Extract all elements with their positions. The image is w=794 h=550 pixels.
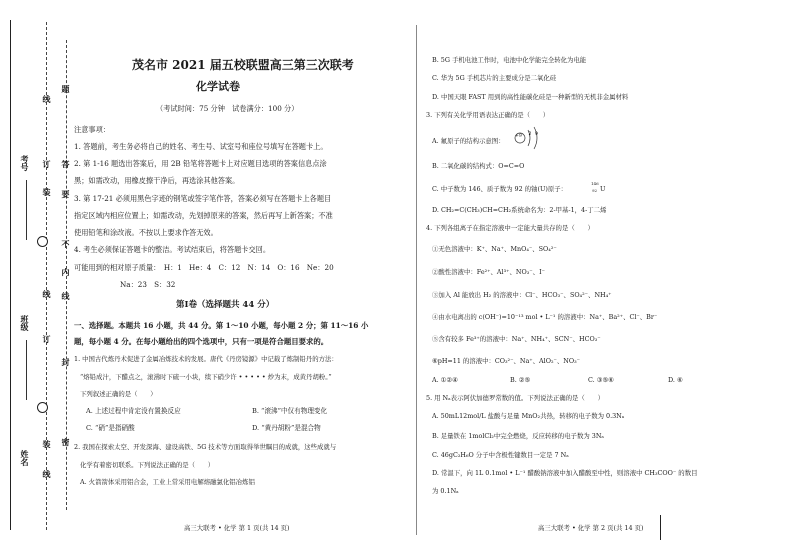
binding-label: 封 bbox=[61, 358, 71, 366]
notice-line: 使用铅笔和涂改液。不按以上要求作答无效。 bbox=[74, 228, 218, 237]
binding-label: 答 bbox=[61, 160, 71, 168]
binding-field-banji: 班级 bbox=[20, 315, 30, 331]
binding-solid-line-left bbox=[10, 20, 11, 530]
atomic-mass-line: 可能用到的相对原子质量： H：1 He：4 C：12 N：14 O：16 Ne：20 bbox=[74, 263, 334, 272]
q4-item: ②酸性溶液中：Fe²⁺、Al³⁺、NO₃⁻、I⁻ bbox=[432, 268, 545, 276]
page-footer: 高三大联考 • 化学 第 2 页(共 14 页) bbox=[538, 524, 644, 532]
binding-label: 线 bbox=[42, 470, 52, 478]
part-intro: 一、选择题。本题共 16 小题，共 44 分。第 1～10 小题，每小题 2 分；第 11～16 小 bbox=[74, 321, 369, 330]
page-footer: 高三大联考 • 化学 第 1 页(共 14 页) bbox=[184, 524, 290, 532]
part-intro: 题，每小题 4 分。在每小题给出的四个选项中，只有一项是符合题目要求的。 bbox=[74, 337, 329, 346]
q2-option-d[interactable]: D. 中国天眼 FAST 用到的高性能碳化硅是一种新型的无机非金属材料 bbox=[432, 93, 629, 101]
uranium-atomic-number: 92 bbox=[592, 188, 598, 193]
q4-option-b[interactable]: B. ②⑤ bbox=[510, 376, 531, 384]
exam-meta: （考试时间：75 分钟 试卷满分：100 分） bbox=[156, 104, 299, 113]
q4-item: ⑥pH=11 的溶液中：CO₃²⁻、Na⁺、AlO₂⁻、NO₃⁻ bbox=[432, 357, 581, 365]
question-1: “熔铅成汁，下醋点之，滚沸时下硫一小块，续下硝少许 • • • • • 炒为末，成黄丹胡粉。” bbox=[80, 373, 332, 381]
binding-label: 装 bbox=[42, 188, 52, 196]
q5-option-c[interactable]: C. 46gC₂H₆O 分子中含极性键数目一定是 7 Nₐ bbox=[432, 451, 569, 459]
svg-text:2: 2 bbox=[528, 132, 532, 137]
q4-option-d[interactable]: D. ⑥ bbox=[668, 376, 683, 384]
question-3: 3. 下列有关化学用语表达正确的是（ ） bbox=[426, 111, 550, 119]
binding-label: 订 bbox=[42, 335, 52, 343]
atom-nucleus-label: +9 bbox=[515, 134, 522, 139]
notice-line: 3. 第 17-21 必须用黑色字迹的钢笔或签字笔作答，答案必须写在答题卡上各题目 bbox=[74, 194, 332, 203]
binding-label: 内 bbox=[61, 268, 71, 276]
binding-label: 要 bbox=[61, 190, 71, 198]
notice-heading: 注意事项： bbox=[74, 125, 110, 134]
question-1: 1. 中国古代炼丹术促进了金属冶炼技术的发展。唐代《丹房镜源》中记载了炼制铅丹的方法： bbox=[74, 355, 338, 363]
notice-line: 4. 考生必须保证答题卡的整洁。考试结束后，将答题卡交回。 bbox=[74, 245, 271, 254]
q4-item: ④由水电离出的 c(OH⁻)=10⁻¹³ mol • L⁻¹ 的溶液中：Na⁺、Ba²⁺、Cl⁻、Br⁻ bbox=[432, 313, 658, 321]
question-2-option-a[interactable]: A. 火箭箭体采用铝合金，工业上常采用电解熔融氯化铝冶炼铝 bbox=[80, 478, 255, 486]
q3-option-d[interactable]: D. CH₂=C(CH₃)CH=CH₂系统命名为：2-甲基-1，4-丁二烯 bbox=[432, 206, 607, 214]
page-1 bbox=[72, 0, 412, 550]
binding-label: 密 bbox=[61, 438, 71, 446]
page-divider bbox=[416, 25, 417, 535]
exam-subject: 化学试卷 bbox=[196, 80, 240, 93]
q1-option-a[interactable]: A. 上述过程中肯定没有置换反应 bbox=[86, 407, 181, 415]
notice-line: 指定区域内相应位置上；如需改动，先划掉原来的答案，然后再写上新答案；不准 bbox=[74, 211, 333, 220]
question-1: 下列叙述正确的是（ ） bbox=[80, 390, 157, 398]
q5-option-d-cont: 为 0.1Nₐ bbox=[432, 487, 459, 495]
notice-line: 黑；如需改动，用橡皮擦干净后，再选涂其他答案。 bbox=[74, 176, 240, 185]
binding-hole bbox=[37, 402, 48, 413]
q3-option-b[interactable]: B. 二氧化碳的结构式：O=C=O bbox=[432, 162, 525, 170]
binding-hole bbox=[37, 236, 48, 247]
q5-option-d[interactable]: D. 常温下，向 1L 0.1mol • L⁻¹ 醋酸钠溶液中加入醋酸至中性，则溶液中 CH₃COO⁻ 的数目 bbox=[432, 469, 698, 477]
notice-line: 1. 答题前，考生务必将自己的姓名、考生号、试室号和座位号填写在答题卡上。 bbox=[74, 142, 328, 151]
q1-option-b[interactable]: B. “滚沸”中仅有物理变化 bbox=[252, 407, 328, 415]
binding-label: 订 bbox=[42, 160, 52, 168]
question-2: 化学有着密切联系。下列说法正确的是（ ） bbox=[80, 461, 215, 469]
q5-option-a[interactable]: A. 50mL12mol/L 盐酸与足量 MnO₂共热，转移的电子数为 0.3Nₐ bbox=[432, 412, 625, 420]
q4-item: ①无色溶液中：K⁺、Na⁺、MnO₄⁻、SO₄²⁻ bbox=[432, 245, 557, 253]
question-4: 4. 下列各组离子在指定溶液中一定能大量共存的是（ ） bbox=[426, 224, 594, 232]
svg-text:9: 9 bbox=[535, 132, 538, 137]
binding-label: 装 bbox=[42, 440, 52, 448]
kaohao-blank[interactable] bbox=[26, 180, 27, 240]
binding-label: 题 bbox=[61, 85, 71, 93]
q2-option-b[interactable]: B. 5G 手机电池工作时，电池中化学能完全转化为电能 bbox=[432, 56, 587, 64]
uranium-symbol: U bbox=[600, 185, 606, 193]
notice-line: 2. 第 1-16 题选出答案后，用 2B 铅笔将答题卡上对应题目选项的答案信息点涂 bbox=[74, 159, 327, 168]
page-2 bbox=[424, 0, 784, 550]
q5-option-b[interactable]: B. 足量铁在 1molCl₂中完全燃烧，反应转移的电子数为 3Nₐ bbox=[432, 432, 604, 440]
banji-blank[interactable] bbox=[26, 340, 27, 400]
binding-label: 不 bbox=[61, 240, 71, 248]
binding-label: 线 bbox=[61, 292, 71, 300]
binding-field-kaohao: 考号 bbox=[20, 155, 30, 171]
q4-option-a[interactable]: A. ①②④ bbox=[432, 376, 458, 384]
atomic-mass-line: Na：23 S：32 bbox=[120, 280, 176, 289]
binding-label: 线 bbox=[42, 290, 52, 298]
question-2: 2. 我国在探索太空、开发深海、建设高铁、5G 技术等方面取得举世瞩目的成就，这些成就与 bbox=[74, 443, 337, 451]
question-5: 5. 用 Nₐ表示阿伏加德罗常数的值。下列说法正确的是（ ） bbox=[426, 394, 604, 402]
q1-option-d[interactable]: D. “黄丹胡粉”是混合物 bbox=[252, 424, 321, 432]
binding-field-xingming: 姓名 bbox=[20, 450, 30, 466]
q3-option-c[interactable]: C. 中子数为 146、质子数为 92 的铀(U)原子： bbox=[432, 185, 567, 193]
q4-item: ③加入 Al 能放出 H₂ 的溶液中：Cl⁻、HCO₃⁻、SO₄²⁻、NH₄⁺ bbox=[432, 291, 612, 299]
binding-label: 线 bbox=[42, 95, 52, 103]
q3-option-a[interactable]: A. 氟原子的结构示意图： bbox=[432, 137, 505, 145]
q4-option-c[interactable]: C. ③⑤⑥ bbox=[588, 376, 614, 384]
exam-title: 茂名市 2021 届五校联盟高三第三次联考 bbox=[132, 58, 354, 72]
q2-option-c[interactable]: C. 华为 5G 手机芯片的主要成分是二氧化硅 bbox=[432, 74, 557, 82]
q1-option-c[interactable]: C. “硝”是指硝酸 bbox=[86, 424, 135, 432]
q4-item: ⑤含有较多 Fe³⁺的溶液中：Na⁺、NH₄⁺、SCN⁻、HCO₃⁻ bbox=[432, 335, 601, 343]
section-heading: 第Ⅰ卷（选择题共 44 分） bbox=[176, 300, 275, 310]
uranium-mass-number: 146 bbox=[591, 181, 599, 186]
